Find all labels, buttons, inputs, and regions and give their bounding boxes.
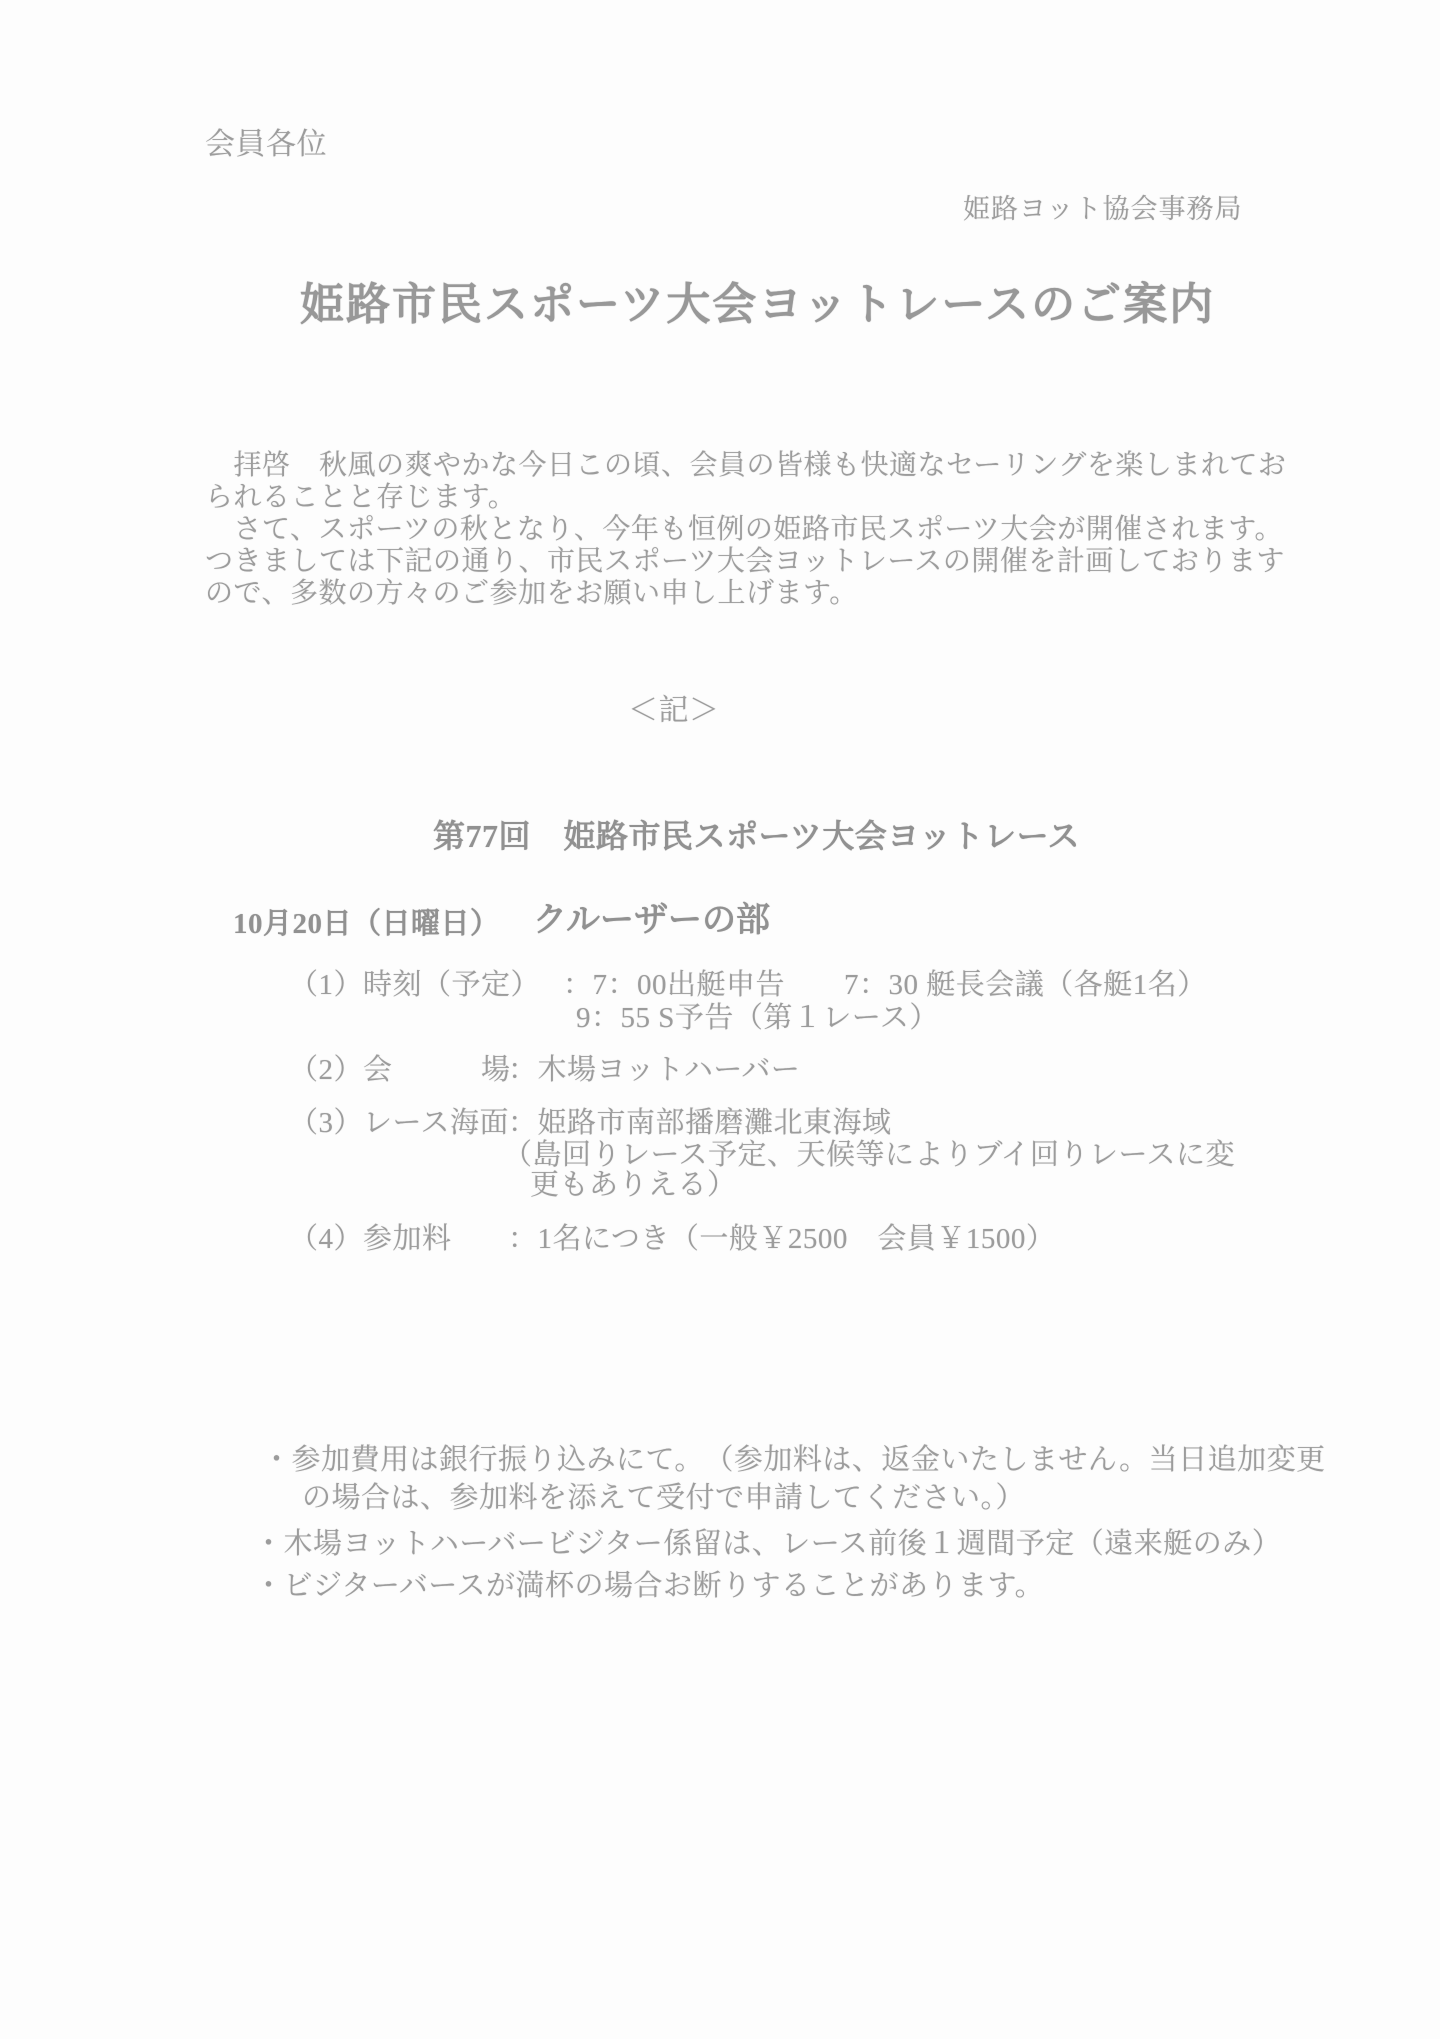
note-line: の場合は、参加料を添えて受付で申請してください。） (302, 1482, 1026, 1514)
note-line: ・参加費用は銀行振り込みにて。 （参加料は、返金いたしません。当日追加変更 (262, 1444, 1326, 1476)
sender-line: 姫路ヨット協会事務局 (963, 194, 1243, 224)
record-mark: ＜記＞ (628, 694, 720, 727)
note-line: ・ビジターバースが満杯の場合お断りすることがあります。 (254, 1570, 1045, 1602)
item-3-value-line2: （島回りレース予定、天候等によりブイ回りレースに変 (503, 1139, 1235, 1171)
item-1-label: （1）時刻（予定） (289, 969, 541, 1001)
intro-line: 拝啓 秋風の爽やかな今日この頃、会員の皆様も快適なセーリングを楽しまれてお (205, 450, 1287, 481)
note-line: ・木場ヨットハーバービジター係留は、レース前後１週間予定（遠来艇のみ） (254, 1528, 1282, 1560)
item-3-label: （3）レース海面 (289, 1107, 510, 1139)
document-title: 姫路市民スポーツ大会ヨットレースのご案内 (300, 280, 1216, 329)
item-1-value-line2: 9：55 S予告（第１レース） (576, 1002, 939, 1034)
item-1-value: ：7：00出艇申告 7：30 艇長会議（各艇1名） (563, 969, 1207, 1001)
event-date: 10月20日（日曜日） (233, 908, 500, 940)
item-2-value: ：木場ヨットハーバー (508, 1054, 801, 1086)
intro-line: られることと存じます。 (205, 482, 517, 513)
item-2-label: （2）会 場 (289, 1054, 511, 1086)
event-title: 第77回 姫路市民スポーツ大会ヨットレース (433, 818, 1080, 854)
item-4-value: ：1名につき（一般￥2500 会員￥1500） (508, 1223, 1056, 1255)
intro-line: つきましては下記の通り、市民スポーツ大会ヨットレースの開催を計画しております (205, 546, 1285, 577)
intro-line: ので、多数の方々のご参加をお願い申し上げます。 (205, 578, 858, 609)
event-division: クルーザーの部 (533, 902, 770, 939)
intro-line: さて、スポーツの秋となり、今年も恒例の姫路市民スポーツ大会が開催されます。 (205, 514, 1283, 545)
item-3-value-line3: 更もありえる） (530, 1169, 737, 1201)
item-3-value: ：姫路市南部播磨灘北東海域 (508, 1107, 892, 1139)
item-4-label: （4）参加料 (289, 1223, 452, 1255)
recipient-line: 会員各位 (205, 128, 327, 161)
